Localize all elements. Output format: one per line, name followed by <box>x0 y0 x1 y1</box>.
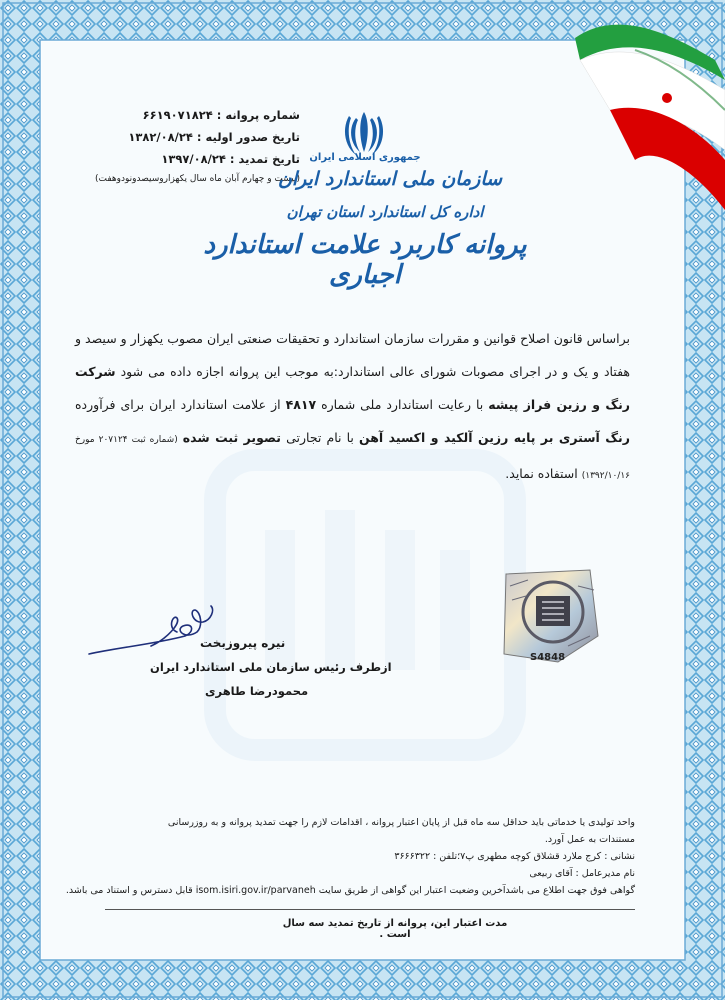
body-line-2: مصوب یکهزار و سیصد و هفتاد و یک و در اجرای مصوبات شورای عالی استاندارد:به موجب این <box>75 331 631 379</box>
renewal-date-words: (بیست و چهارم آبان ماه سال یکهزاروسیصدونودوهفت) <box>94 174 300 184</box>
brand-name: تصویر ثبت شده <box>182 430 281 445</box>
hologram-code: S4848 <box>530 652 566 663</box>
company-name: شرکت رنگ و رزین فراز پیشه <box>75 364 631 412</box>
signature-icon <box>85 602 225 660</box>
footer-notes <box>65 814 635 916</box>
issue-date: تاریخ صدور اولیه : ۱۳۸۲/۰۸/۲۴ <box>128 130 300 144</box>
signer-name: نیره پیروزبخت <box>200 636 286 650</box>
renewal-date: تاریخ تمدید : ۱۳۹۷/۰۸/۲۴ <box>161 152 300 166</box>
iran-emblem-icon <box>342 108 386 158</box>
validity-note: مدت اعتبار این، پروانه از تاریخ تمدید سه سال است . <box>282 918 508 940</box>
footer-divider <box>105 909 635 910</box>
company-address: نشانی : کرج ملارد قشلاق کوچه مطهری پ۷؛تلفن : ۳۶۶۶۳۲۲ <box>394 851 635 862</box>
hologram-seal-icon <box>498 566 602 666</box>
renewal-note-cont: مستندات به عمل آورد. <box>544 834 635 845</box>
certificate-title: پروانه کاربرد علامت استاندارد اجباری <box>203 230 527 290</box>
signer-role: ازطرف رئیس سازمان ملی استاندارد ایران <box>150 660 392 674</box>
body-line-4a: علامت استاندارد ایران برای فرآورده <box>75 397 267 412</box>
certificate-text <box>75 322 630 493</box>
license-number: شماره پروانه : ۶۶۱۹۰۷۱۸۲۴ <box>142 108 300 122</box>
body-line-1: براساس قانون اصلاح قوانین و مقررات سازمان استاندارد و تحقیقات صنعتی ایران <box>206 331 630 346</box>
body-line-4b: با نام تجارتی <box>286 430 354 445</box>
iran-flag-ribbon-icon <box>555 0 725 220</box>
verification-note: گواهی فوق جهت اطلاع می باشدآخرین وضعیت اعتبار این گواهی از طریق سایت isom.isiri.gov.ir/parvaneh قابل دسترس و استناد می باشد. <box>65 885 635 896</box>
body-line-5-end: استفاده نماید. <box>505 466 578 481</box>
body-line-3c: از <box>271 397 281 412</box>
standard-number: ۴۸۱۷ <box>285 397 317 412</box>
organization-name: سازمان ملی استاندارد ایران <box>277 168 503 190</box>
department-name: اداره کل استاندارد استان تهران <box>286 203 484 221</box>
renewal-note: واحد تولیدی یا خدماتی باید حداقل سه ماه قبل از پایان اعتبار پروانه ، اقدامات لازم را جهت تمدید پروانه و به روزرسانی <box>167 817 635 828</box>
product-name: رنگ آستری بر پایه رزین آلکید و اکسید آهن <box>358 430 630 445</box>
body-line-3b: با رعایت استاندارد ملی شماره <box>321 397 484 412</box>
government-label: جمهوری اسلامی ایران <box>309 152 421 163</box>
managing-director: نام مدیرعامل : آقای ربیعی <box>529 868 635 879</box>
body-line-3a: پروانه اجازه داده می شود <box>120 364 259 379</box>
registration-info: (شماره ثبت ۲۰۷۱۲۴ مورخ ۱۳۹۲/۱۰/۱۶) <box>75 435 630 481</box>
president-name: محمودرضا طاهری <box>205 684 309 698</box>
